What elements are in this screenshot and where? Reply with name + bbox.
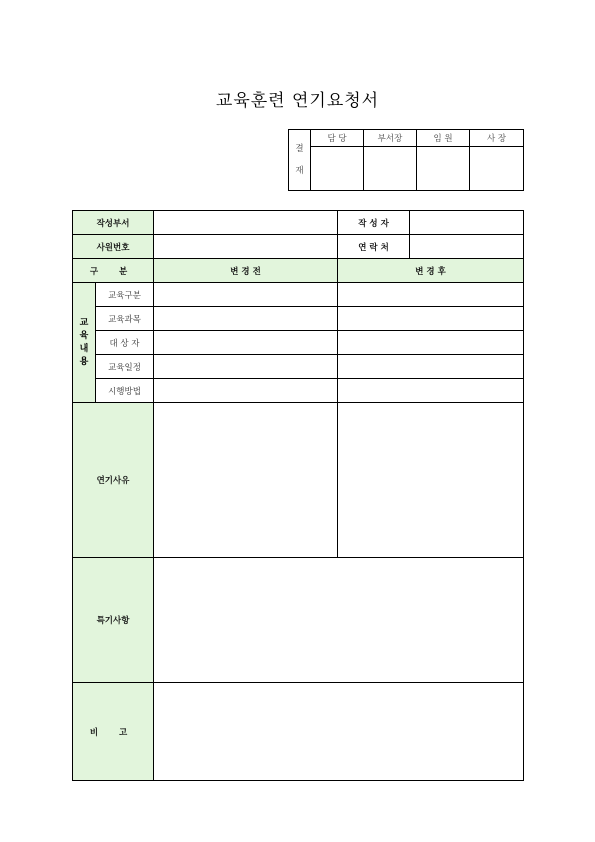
education-group-char: 교 (79, 317, 89, 328)
document-title: 교육훈련 연기요청서 (215, 91, 380, 111)
writer-field[interactable] (410, 211, 524, 235)
execution-method-label: 시행방법 (96, 379, 154, 403)
approval-col-president: 사 장 (470, 130, 524, 147)
postpone-reason-label: 연기사유 (73, 403, 154, 558)
education-group-char: 내 (79, 343, 89, 354)
approval-col-dept-head: 부서장 (364, 130, 417, 147)
postpone-reason-before-field[interactable] (154, 403, 338, 558)
education-schedule-before-field[interactable] (154, 355, 338, 379)
target-person-before-field[interactable] (154, 331, 338, 355)
education-schedule-after-field[interactable] (338, 355, 524, 379)
education-content-group-label (73, 283, 96, 403)
writer-label: 작 성 자 (338, 211, 410, 235)
approval-side-char: 결 (295, 144, 304, 154)
employee-no-field[interactable] (154, 235, 338, 259)
remarks-label: 특기사항 (73, 558, 154, 683)
education-type-before-field[interactable] (154, 283, 338, 307)
target-person-label: 대 상 자 (96, 331, 154, 355)
approval-sign-staff[interactable] (311, 147, 364, 191)
approval-col-staff: 담 당 (311, 130, 364, 147)
after-change-header: 변 경 후 (338, 259, 524, 283)
target-person-after-field[interactable] (338, 331, 524, 355)
education-group-char: 용 (79, 356, 89, 367)
education-course-after-field[interactable] (338, 307, 524, 331)
education-group-char: 육 (79, 330, 89, 341)
contact-label: 연 락 처 (338, 235, 410, 259)
request-form (72, 210, 524, 781)
education-course-before-field[interactable] (154, 307, 338, 331)
author-dept-field[interactable] (154, 211, 338, 235)
contact-field[interactable] (410, 235, 524, 259)
author-dept-label: 작성부서 (73, 211, 154, 235)
education-type-label: 교육구분 (96, 283, 154, 307)
approval-box (288, 129, 524, 191)
approval-sign-executive[interactable] (417, 147, 470, 191)
approval-side-label (289, 130, 311, 191)
execution-method-after-field[interactable] (338, 379, 524, 403)
execution-method-before-field[interactable] (154, 379, 338, 403)
note-label: 비 고 (73, 683, 154, 781)
approval-side-char: 재 (295, 166, 304, 176)
approval-sign-dept-head[interactable] (364, 147, 417, 191)
education-schedule-label: 교육일정 (96, 355, 154, 379)
before-change-header: 변 경 전 (154, 259, 338, 283)
education-type-after-field[interactable] (338, 283, 524, 307)
note-field[interactable] (154, 683, 524, 781)
remarks-field[interactable] (154, 558, 524, 683)
employee-no-label: 사원번호 (73, 235, 154, 259)
postpone-reason-after-field[interactable] (338, 403, 524, 558)
category-header: 구 분 (73, 259, 154, 283)
approval-col-executive: 임 원 (417, 130, 470, 147)
education-course-label: 교육과목 (96, 307, 154, 331)
approval-sign-president[interactable] (470, 147, 524, 191)
